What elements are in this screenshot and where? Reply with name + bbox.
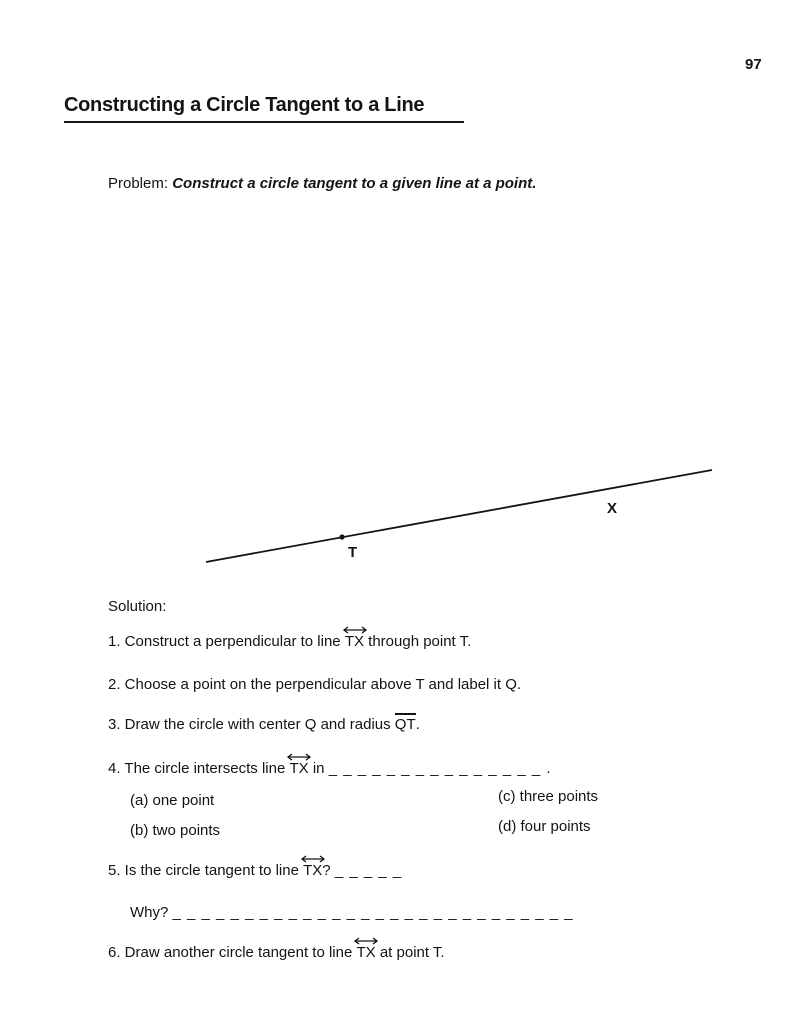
point-t-dot xyxy=(339,534,344,539)
step-5 xyxy=(108,862,402,879)
point-t-label: T xyxy=(348,544,358,561)
why-line xyxy=(130,904,574,921)
step-5-text: 5. Is the circle tangent to line xyxy=(108,862,299,879)
line-tx-notation xyxy=(356,944,375,961)
overline-bar xyxy=(395,713,416,715)
step-3-end: . xyxy=(415,716,420,733)
line-tx-label: TX xyxy=(303,862,323,879)
step-1 xyxy=(108,633,471,650)
given-line xyxy=(206,470,712,562)
step-1-text: 1. Construct a perpendicular to line xyxy=(108,633,341,650)
step-6-text: 6. Draw another circle tangent to line xyxy=(108,944,353,961)
line-tx-notation xyxy=(289,760,308,777)
line-tx-label: TX xyxy=(356,944,376,961)
step-1-end: through point T. xyxy=(368,633,472,650)
problem-text: Construct a circle tangent to a given line at a point. xyxy=(172,175,537,192)
page-title: Constructing a Circle Tangent to a Line xyxy=(64,94,425,116)
line-tx-label: TX xyxy=(344,633,364,650)
double-arrow-icon xyxy=(287,753,311,761)
step-4-in: in xyxy=(312,760,325,777)
step-3 xyxy=(108,716,420,733)
step-4-text: 4. The circle intersects line xyxy=(108,760,286,777)
step-5-q: ? xyxy=(322,862,331,879)
answer-blank[interactable]: _ _ _ _ _ xyxy=(334,862,403,879)
step-6-end: at point T. xyxy=(379,944,445,961)
answer-blank[interactable]: _ _ _ _ _ _ _ _ _ _ _ _ _ _ _ . xyxy=(328,760,552,777)
line-tx-label: TX xyxy=(289,760,309,777)
line-tx-notation xyxy=(345,633,364,650)
step-6 xyxy=(108,944,445,961)
segment-qt-notation xyxy=(395,716,416,733)
step-2: 2. Choose a point on the perpendicular above T and label it Q. xyxy=(108,676,522,693)
why-answer-blank[interactable]: _ _ _ _ _ _ _ _ _ _ _ _ _ _ _ _ _ _ _ _ _ _ _ _ _ _ _ _ xyxy=(172,904,574,921)
line-tx-notation xyxy=(303,862,322,879)
point-x-label: X xyxy=(607,500,618,517)
choice-c: (c) three points xyxy=(498,788,599,805)
step-3-text: 3. Draw the circle with center Q and radius xyxy=(108,716,391,733)
why-label: Why? xyxy=(130,904,169,921)
double-arrow-icon xyxy=(301,855,325,863)
double-arrow-icon xyxy=(343,626,367,634)
choice-b: (b) two points xyxy=(130,822,221,839)
segment-qt-label: QT xyxy=(394,716,416,733)
choice-d: (d) four points xyxy=(498,818,591,835)
choice-a: (a) one point xyxy=(130,792,215,809)
problem-label: Problem: xyxy=(108,175,169,192)
step-4 xyxy=(108,760,552,777)
solution-label: Solution: xyxy=(108,598,167,615)
double-arrow-icon xyxy=(354,937,378,945)
page-number: 97 xyxy=(745,56,762,73)
